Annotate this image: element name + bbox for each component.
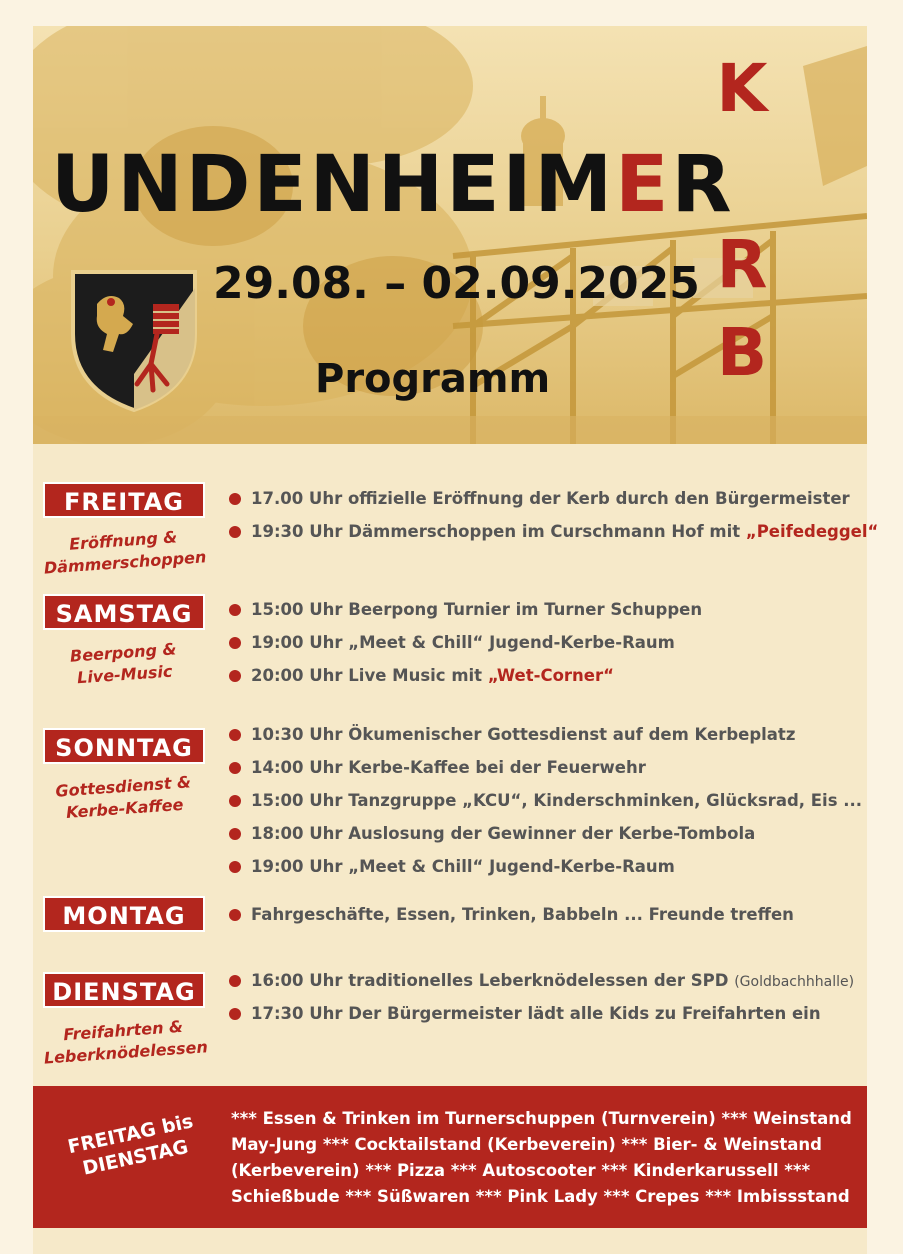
footer-banner — [33, 1086, 867, 1228]
kerb-vertical-title — [707, 50, 777, 408]
list-item — [229, 626, 859, 659]
item-note: (Goldbachhhalle) — [734, 974, 855, 990]
header — [33, 26, 867, 444]
list-item — [229, 482, 859, 515]
day-subtitle: Beerpong & Live-Music — [69, 639, 178, 688]
event-dates: 29.08. – 02.09.2025 — [213, 258, 700, 309]
coat-of-arms-icon — [67, 264, 201, 414]
footer-label: FREITAG bis DIENSTAG — [65, 1110, 196, 1180]
footer-text: *** Essen & Trinken im Turnerschuppen (Turnverein) *** Weinstand May-Jung *** Cocktailstand (Kerbeverein) *** Bier- & Weinstand (Kerbeverein) *** Pizza *** Autoscooter *** Kinderkarussell *** Schießbude *** Süßwaren *** Pink Lady *** Crepes *** Imbissstand — [231, 1109, 852, 1206]
item-text: 19:30 Uhr Dämmerschoppen im Curschmann Hof mit — [251, 522, 746, 541]
item-text: 17:30 Uhr Der Bürgermeister lädt alle Kids zu Freifahrten ein — [251, 1004, 821, 1023]
day-subtitle: Eröffnung & Dämmerschoppen — [43, 527, 207, 578]
programm-heading: Programm — [315, 356, 551, 402]
day-label: DIENSTAG — [43, 972, 205, 1008]
kerb-letter-k: K — [716, 50, 768, 127]
title-undenheimer — [51, 140, 735, 230]
day-label: SAMSTAG — [43, 594, 205, 630]
day-label: MONTAG — [43, 896, 205, 932]
title-letter-e: E — [615, 140, 672, 230]
list-item — [229, 997, 859, 1030]
list-item — [229, 751, 859, 784]
day-sonntag — [43, 728, 205, 823]
item-text: Fahrgeschäfte, Essen, Trinken, Babbeln ... Freunde treffen — [251, 905, 794, 924]
day-montag — [43, 896, 205, 932]
list-item — [229, 659, 859, 692]
day-samstag — [43, 594, 205, 686]
list-item — [229, 817, 859, 850]
list-item — [229, 964, 859, 997]
item-text: 15:00 Uhr Tanzgruppe „KCU“, Kinderschminken, Glücksrad, Eis ... — [251, 791, 863, 810]
item-highlight: „Peifedeggel“ — [745, 522, 879, 541]
schedule — [33, 454, 879, 1094]
items-freitag — [229, 482, 879, 548]
list-item — [229, 784, 863, 817]
item-text: 10:30 Uhr Ökumenischer Gottesdienst auf dem Kerbeplatz — [251, 725, 796, 744]
day-label: FREITAG — [43, 482, 205, 518]
poster — [33, 26, 879, 1254]
list-item — [229, 718, 859, 751]
day-subtitle: Freifahrten & Leberknödelessen — [43, 1016, 209, 1068]
items-montag — [229, 898, 859, 931]
item-text: 19:00 Uhr „Meet & Chill“ Jugend-Kerbe-Raum — [251, 857, 675, 876]
item-text: 17.00 Uhr offizielle Eröffnung der Kerb durch den Bürgermeister — [251, 489, 850, 508]
item-highlight: „Wet-Corner“ — [487, 666, 614, 685]
item-text: 20:00 Uhr Live Music mit — [251, 666, 488, 685]
item-text: 18:00 Uhr Auslosung der Gewinner der Kerbe-Tombola — [251, 824, 756, 843]
kerb-letter-r: R — [716, 226, 768, 303]
list-item — [229, 515, 879, 548]
items-sonntag — [229, 718, 863, 883]
day-freitag — [43, 482, 207, 578]
list-item — [229, 898, 859, 931]
item-text: 15:00 Uhr Beerpong Turnier im Turner Schuppen — [251, 600, 703, 619]
day-subtitle: Gottesdienst & Kerbe-Kaffee — [54, 772, 192, 823]
kerb-letter-b: B — [716, 314, 768, 391]
item-text: 19:00 Uhr „Meet & Chill“ Jugend-Kerbe-Raum — [251, 633, 675, 652]
items-samstag — [229, 593, 859, 692]
item-text: 16:00 Uhr traditionelles Leberknödelessen der SPD — [251, 971, 735, 990]
kerb-letter-e-space — [707, 144, 777, 232]
day-label: SONNTAG — [43, 728, 205, 764]
day-dienstag — [43, 972, 209, 1068]
title-letter-r: R — [671, 140, 735, 230]
item-text: 14:00 Uhr Kerbe-Kaffee bei der Feuerwehr — [251, 758, 646, 777]
list-item — [229, 593, 859, 626]
title-prefix: UNDENHEIM — [51, 140, 616, 230]
list-item — [229, 850, 859, 883]
items-dienstag — [229, 964, 859, 1030]
